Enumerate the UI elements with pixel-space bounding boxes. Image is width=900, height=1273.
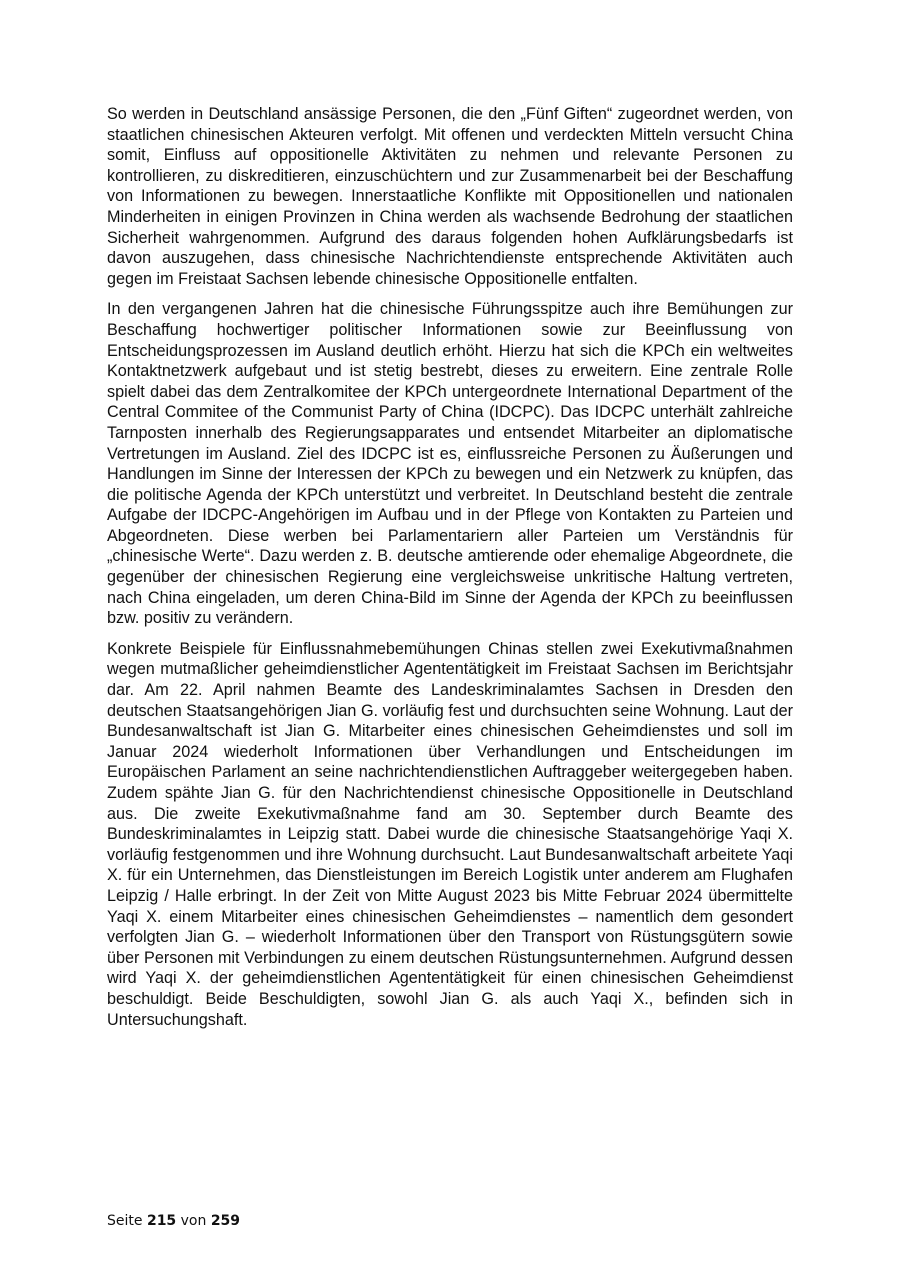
paragraph-five-poisons: So werden in Deutschland ansässige Personen, die den „Fünf Giften“ zugeordnet werden, von staatlichen chinesischen Akteuren verfolgt. Mit offenen und verdeckten Mitteln versucht China somit, Einfluss auf oppositionelle Aktivitäten zu nehmen und relevante Personen zu kontrollieren, zu diskreditieren, einzuschüchtern und zur Zusammenarbeit bei der Beschaffung von Informationen zu bewegen. Innerstaatliche Konflikte mit Oppositionellen und nationalen Minderheiten in einigen Provinzen in China werden als wachsende Bedrohung der staatlichen Sicherheit wahrgenommen. Aufgrund des daraus folgenden hohen Aufklärungsbedarfs ist davon auszugehen, dass chinesische Nachrichtendienste entsprechende Aktivitäten auch gegen im Freistaat Sachsen lebende chinesische Oppositionelle entfalten. (107, 105, 793, 288)
body-text (107, 104, 793, 1040)
current-page-number: 215 (146, 1213, 177, 1229)
total-page-count: 259 (210, 1213, 241, 1229)
paragraph-idcpc: In den vergangenen Jahren hat die chinesische Führungsspitze auch ihre Bemühungen zur Beschaffung hochwertiger politischer Informationen sowie zur Beeinflussung von Entscheidungsprozessen im Ausland deutlich erhöht. Hierzu hat sich die KPCh ein weltweites Kontaktnetzwerk aufgebaut und ist stetig bestrebt, dieses zu erweitern. Eine zentrale Rolle spielt dabei das dem Zentralkomitee der KPCh untergeordnete International Department of the Central Commitee of the Communist Party of China (IDCPC). Das IDCPC unterhält zahlreiche Tarnposten innerhalb des Regierungsapparates und entsendet Mitarbeiter an diplomatische Vertretungen im Ausland. Ziel des IDCPC ist es, einflussreiche Personen zu Äußerungen und Handlungen im Sinne der Interessen der KPCh zu bewegen und ein Netzwerk zu knüpfen, das die politische Agenda der KPCh unterstützt und verbreitet. In Deutschland besteht die zentrale Aufgabe der IDCPC-Angehörigen im Aufbau und in der Pflege von Kontakten zu Parteien und Abgeordneten. Diese werben bei Parlamentariern aller Parteien um Verständnis für „chinesische Werte“. Dazu werden z. B. deutsche amtierende oder ehemalige Abgeordnete, die gegenüber der chinesischen Regierung eine vergleichsweise unkritische Haltung vertreten, nach China eingeladen, um deren China-Bild im Sinne der Agenda der KPCh zu beeinflussen bzw. positiv zu verändern. (107, 300, 793, 628)
footer-prefix: Seite (107, 1213, 147, 1229)
page-number-footer (107, 1211, 240, 1231)
paragraph-executive-measures: Konkrete Beispiele für Einflussnahmebemühungen Chinas stellen zwei Exekutivmaßnahmen wegen mutmaßlicher geheimdienstlicher Agententätigkeit im Freistaat Sachsen im Berichtsjahr dar. Am 22. April nahmen Beamte des Landeskriminalamtes Sachsen in Dresden den deutschen Staatsangehörigen Jian G. vorläufig fest und durchsuchten seine Wohnung. Laut der Bundesanwaltschaft ist Jian G. Mitarbeiter eines chinesischen Geheimdienstes und soll im Januar 2024 wiederholt Informationen über Verhandlungen und Entscheidungen im Europäischen Parlament an seine nachrichtendienstlichen Auftraggeber weitergegeben haben. Zudem spähte Jian G. für den Nachrichtendienst chinesische Oppositionelle in Deutschland aus. Die zweite Exekutivmaßnahme fand am 30. September durch Beamte des Bundeskriminalamtes in Leipzig statt. Dabei wurde die chinesische Staatsangehörige Yaqi X. vorläufig festgenommen und ihre Wohnung durchsucht. Laut Bundesanwaltschaft arbeitete Yaqi X. für ein Unternehmen, das Dienstleistungen im Bereich Logistik unter anderem am Flughafen Leipzig / Halle erbringt. In der Zeit von Mitte August 2023 bis Mitte Februar 2024 übermittelte Yaqi X. einem Mitarbeiter eines chinesischen Geheimdienstes – namentlich dem gesondert verfolgten Jian G. – wiederholt Informationen über den Transport von Rüstungsgütern sowie über Personen mit Verbindungen zu einem deutschen Rüstungsunternehmen. Aufgrund dessen wird Yaqi X. der geheimdienstlichen Agententätigkeit für einen chinesischen Geheimdienst beschuldigt. Beide Beschuldigten, sowohl Jian G. als auch Yaqi X., befinden sich in Untersuchungshaft. (107, 639, 793, 1029)
footer-separator: von (176, 1213, 211, 1229)
